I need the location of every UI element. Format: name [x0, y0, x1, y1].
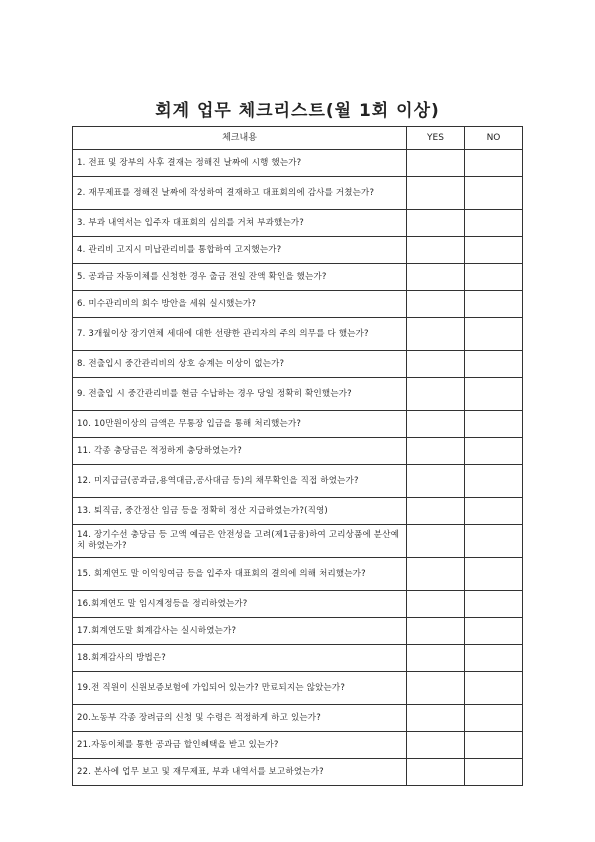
table-row [73, 705, 523, 732]
checklist-item-text: 10. 10만원이상의 금액은 무통장 입금을 통해 처리했는가? [73, 411, 407, 438]
yes-check-cell[interactable] [407, 378, 465, 411]
checklist-item-text: 19.전 직원이 신원보증보험에 가입되어 있는가? 만료되지는 않았는가? [73, 672, 407, 705]
no-check-cell[interactable] [465, 618, 523, 645]
no-check-cell[interactable] [465, 525, 523, 558]
table-row [73, 150, 523, 177]
table-row [73, 558, 523, 591]
checklist-item-text: 8. 전출입시 중간관리비의 상호 승계는 이상이 없는가? [73, 351, 407, 378]
table-row [73, 618, 523, 645]
checklist-item-text: 9. 전출입 시 중간관리비를 현금 수납하는 경우 당일 정확히 확인했는가? [73, 378, 407, 411]
table-row [73, 759, 523, 786]
yes-check-cell[interactable] [407, 732, 465, 759]
no-check-cell[interactable] [465, 645, 523, 672]
checklist-item-text: 3. 부과 내역서는 입주자 대표회의 심의를 거쳐 부과했는가? [73, 210, 407, 237]
table-row [73, 210, 523, 237]
no-check-cell[interactable] [465, 150, 523, 177]
header-yes: YES [407, 127, 465, 150]
no-check-cell[interactable] [465, 672, 523, 705]
table-row [73, 645, 523, 672]
checklist-item-text: 15. 회계연도 말 이익잉여금 등을 입주자 대표회의 결의에 의해 처리했는가? [73, 558, 407, 591]
table-row [73, 378, 523, 411]
table-row [73, 318, 523, 351]
yes-check-cell[interactable] [407, 645, 465, 672]
checklist-item-text: 4. 관리비 고지시 미납관리비를 통합하여 고지했는가? [73, 237, 407, 264]
no-check-cell[interactable] [465, 177, 523, 210]
checklist-item-text: 18.회계감사의 방법은? [73, 645, 407, 672]
table-row [73, 498, 523, 525]
yes-check-cell[interactable] [407, 705, 465, 732]
table-row [73, 438, 523, 465]
checklist-item-text: 16.회계연도 말 임시계정등을 정리하였는가? [73, 591, 407, 618]
yes-check-cell[interactable] [407, 618, 465, 645]
yes-check-cell[interactable] [407, 525, 465, 558]
no-check-cell[interactable] [465, 291, 523, 318]
checklist-item-text: 17.회계연도말 회계감사는 실시하였는가? [73, 618, 407, 645]
checklist-item-text: 21.자동이체를 통한 공과금 할인혜택을 받고 있는가? [73, 732, 407, 759]
yes-check-cell[interactable] [407, 411, 465, 438]
checklist-item-text: 20.노동부 각종 장려금의 신청 및 수령은 적정하게 하고 있는가? [73, 705, 407, 732]
no-check-cell[interactable] [465, 705, 523, 732]
yes-check-cell[interactable] [407, 210, 465, 237]
yes-check-cell[interactable] [407, 591, 465, 618]
no-check-cell[interactable] [465, 318, 523, 351]
checklist-item-text: 11. 각종 충당금은 적정하게 충당하였는가? [73, 438, 407, 465]
checklist-item-text: 22. 본사에 업무 보고 및 재무제표, 부과 내역서를 보고하였는가? [73, 759, 407, 786]
table-row [73, 237, 523, 264]
no-check-cell[interactable] [465, 759, 523, 786]
yes-check-cell[interactable] [407, 150, 465, 177]
checklist-item-text: 6. 미수관리비의 회수 방안을 세워 실시했는가? [73, 291, 407, 318]
checklist-item-text: 13. 퇴직금, 중간정산 임금 등을 정확히 정산 지급하였는가?(직영) [73, 498, 407, 525]
table-row [73, 264, 523, 291]
yes-check-cell[interactable] [407, 465, 465, 498]
header-no: NO [465, 127, 523, 150]
page-title: 회계 업무 체크리스트(월 1회 이상) [155, 101, 440, 121]
yes-check-cell[interactable] [407, 759, 465, 786]
yes-check-cell[interactable] [407, 672, 465, 705]
checklist-item-text: 5. 공과금 자동이체를 신청한 경우 출금 전일 잔액 확인을 했는가? [73, 264, 407, 291]
checklist-table [72, 126, 523, 786]
yes-check-cell[interactable] [407, 177, 465, 210]
yes-check-cell[interactable] [407, 237, 465, 264]
table-row [73, 291, 523, 318]
no-check-cell[interactable] [465, 438, 523, 465]
yes-check-cell[interactable] [407, 351, 465, 378]
yes-check-cell[interactable] [407, 498, 465, 525]
table-row [73, 732, 523, 759]
no-check-cell[interactable] [465, 237, 523, 264]
table-row [73, 591, 523, 618]
table-row [73, 465, 523, 498]
table-row [73, 177, 523, 210]
no-check-cell[interactable] [465, 210, 523, 237]
table-row [73, 525, 523, 558]
header-content: 체크내용 [73, 127, 407, 150]
no-check-cell[interactable] [465, 264, 523, 291]
yes-check-cell[interactable] [407, 291, 465, 318]
table-row [73, 351, 523, 378]
no-check-cell[interactable] [465, 591, 523, 618]
no-check-cell[interactable] [465, 732, 523, 759]
header-row [73, 127, 523, 150]
yes-check-cell[interactable] [407, 264, 465, 291]
no-check-cell[interactable] [465, 558, 523, 591]
checklist-item-text: 7. 3개월이상 장기연체 세대에 대한 선량한 관리자의 주의 의무를 다 했는가? [73, 318, 407, 351]
checklist-item-text: 12. 미지급금(공과금,용역대금,공사대금 등)의 채무확인을 직접 하였는가? [73, 465, 407, 498]
no-check-cell[interactable] [465, 498, 523, 525]
yes-check-cell[interactable] [407, 558, 465, 591]
checklist-item-text: 1. 전표 및 장부의 사후 결재는 정해진 날짜에 시행 했는가? [73, 150, 407, 177]
no-check-cell[interactable] [465, 378, 523, 411]
table-row [73, 672, 523, 705]
checklist-item-text: 2. 재무제표를 정해진 날짜에 작성하여 결재하고 대표회의에 감사를 거쳤는가? [73, 177, 407, 210]
yes-check-cell[interactable] [407, 318, 465, 351]
table-row [73, 411, 523, 438]
no-check-cell[interactable] [465, 351, 523, 378]
no-check-cell[interactable] [465, 465, 523, 498]
no-check-cell[interactable] [465, 411, 523, 438]
yes-check-cell[interactable] [407, 438, 465, 465]
checklist-item-text: 14. 장기수선 충당금 등 고액 예금은 안전성을 고려(제1금융)하여 고리상품에 분산예치 하였는가? [73, 525, 407, 558]
